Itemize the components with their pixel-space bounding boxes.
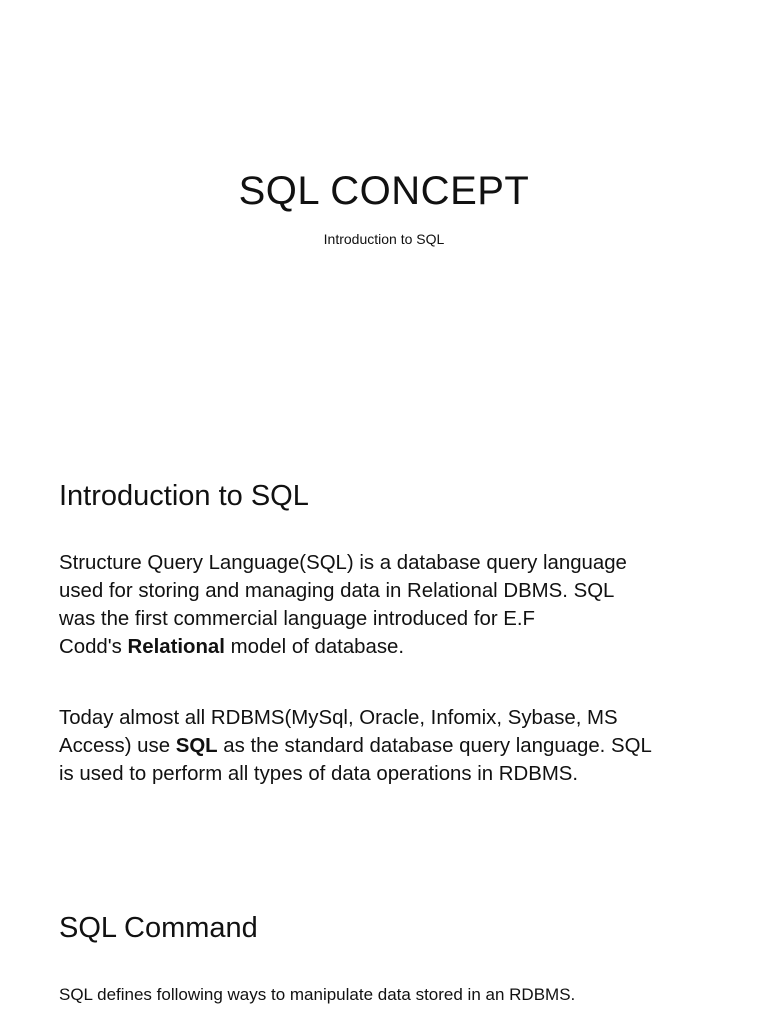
slide-title: SQL CONCEPT	[238, 169, 530, 213]
intro-paragraph-1-line: was the first commercial language introduced for E.F	[59, 608, 535, 630]
intro-paragraph-1-line	[59, 633, 729, 661]
section-heading-introduction: Introduction to SQL	[59, 480, 309, 512]
sql-command-paragraph: SQL defines following ways to manipulate data stored in an RDBMS.	[59, 985, 576, 1004]
intro-paragraph-1-line: Structure Query Language(SQL) is a database query language	[59, 552, 627, 574]
section-heading-sql-command: SQL Command	[59, 912, 258, 944]
intro-paragraph-2-line	[59, 732, 729, 760]
text-fragment: as the standard database query language. SQL	[217, 735, 652, 757]
intro-paragraph-2	[59, 704, 729, 788]
intro-paragraph-1	[59, 549, 729, 661]
intro-paragraph-1-line: used for storing and managing data in Relational DBMS. SQL	[59, 580, 615, 602]
bold-term-sql: SQL	[175, 735, 218, 757]
text-fragment: Access) use	[59, 735, 176, 757]
bold-term-relational: Relational	[127, 636, 225, 658]
intro-paragraph-2-line: Today almost all RDBMS(MySql, Oracle, Infomix, Sybase, MS	[59, 707, 618, 729]
text-fragment: model of database.	[224, 636, 405, 658]
intro-paragraph-2-line: is used to perform all types of data operations in RDBMS.	[59, 763, 579, 785]
slide-subtitle: Introduction to SQL	[323, 231, 445, 247]
text-fragment: Codd's	[59, 636, 128, 658]
